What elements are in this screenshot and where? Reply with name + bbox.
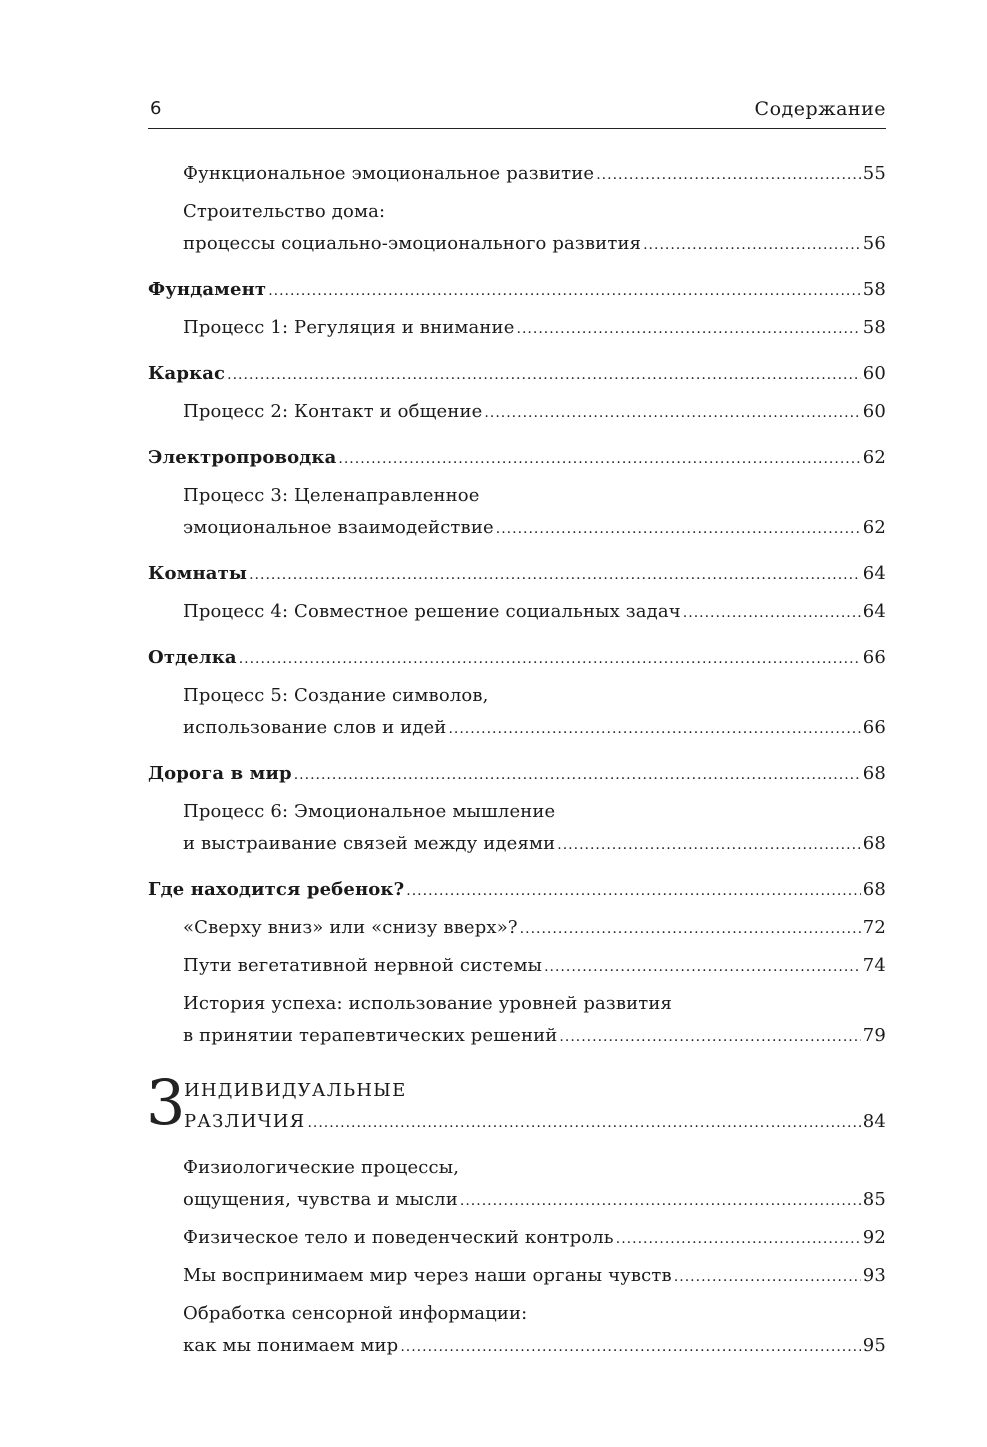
chapter-title-line2: РАЗЛИЧИЯ <box>184 1111 306 1132</box>
toc-section-heading[interactable] <box>148 758 886 790</box>
toc-entry[interactable] <box>148 196 886 260</box>
toc-page-number: 68 <box>862 833 886 854</box>
toc-page-number: 93 <box>862 1265 886 1286</box>
toc-page-number: 68 <box>862 763 886 784</box>
table-of-contents <box>148 158 886 1362</box>
toc-entry[interactable] <box>148 596 886 628</box>
dot-leader <box>544 951 861 983</box>
toc-entry-title: Физическое тело и поведенческий контроль <box>183 1227 614 1248</box>
toc-entry-title: процессы социально-эмоционального развития <box>183 233 642 254</box>
dot-leader <box>596 159 861 191</box>
dot-leader <box>616 1223 861 1255</box>
toc-entry[interactable] <box>148 912 886 944</box>
toc-section-heading[interactable] <box>148 558 886 590</box>
dot-leader <box>517 313 861 345</box>
toc-page-number: 66 <box>862 717 886 738</box>
dot-leader <box>683 597 861 629</box>
toc-entry-title: использование слов и идей <box>183 717 447 738</box>
toc-section-heading[interactable] <box>148 642 886 674</box>
toc-entry-title: История успеха: использование уровней развития <box>183 993 673 1014</box>
toc-entry-title: в принятии терапевтических решений <box>183 1025 558 1046</box>
dot-leader <box>557 829 861 861</box>
toc-entry[interactable] <box>148 988 886 1052</box>
toc-page-number: 64 <box>862 601 886 622</box>
toc-entry-title: как мы понимаем мир <box>183 1335 399 1356</box>
dot-leader <box>227 359 861 391</box>
toc-entry-title: Фундамент <box>148 279 267 300</box>
toc-page-number: 64 <box>862 563 886 584</box>
dot-leader <box>484 397 860 429</box>
toc-section-heading[interactable] <box>148 274 886 306</box>
chapter-number: 3 <box>146 1066 186 1139</box>
toc-entry-title: Процесс 6: Эмоциональное мышление <box>183 801 556 822</box>
toc-entry-title: эмоциональное взаимодействие <box>183 517 494 538</box>
toc-entry-title: Дорога в мир <box>148 763 292 784</box>
toc-page-number: 72 <box>862 917 886 938</box>
toc-entry[interactable] <box>148 950 886 982</box>
toc-page-number: 62 <box>862 447 886 468</box>
dot-leader <box>400 1331 860 1363</box>
toc-entry-title: Физиологические процессы, <box>183 1157 460 1178</box>
toc-section-heading[interactable] <box>148 874 886 906</box>
dot-leader <box>460 1185 861 1217</box>
toc-page-number: 62 <box>862 517 886 538</box>
toc-entry-title: Процесс 5: Создание символов, <box>183 685 489 706</box>
page-number: 6 <box>150 98 162 119</box>
dot-leader <box>643 229 861 261</box>
chapter-heading[interactable] <box>146 1066 886 1139</box>
toc-page-number: 95 <box>862 1335 886 1356</box>
toc-entry-title: Где находится ребенок? <box>148 879 405 900</box>
toc-page-number: 74 <box>862 955 886 976</box>
toc-page-number: 60 <box>862 401 886 422</box>
dot-leader <box>406 875 861 907</box>
toc-entry-title: Электропроводка <box>148 447 337 468</box>
dot-leader <box>307 1107 860 1139</box>
chapter-title-line1: ИНДИВИДУАЛЬНЫЕ <box>184 1080 407 1101</box>
toc-page-number: 58 <box>862 279 886 300</box>
page-header <box>148 94 886 129</box>
toc-entry[interactable] <box>148 480 886 544</box>
toc-entry-title: Процесс 4: Совместное решение социальных задач <box>183 601 681 622</box>
toc-entry-title: Отделка <box>148 647 237 668</box>
running-title: Содержание <box>754 98 886 120</box>
toc-entry-title: Пути вегетативной нервной системы <box>183 955 543 976</box>
toc-entry[interactable] <box>148 1260 886 1292</box>
toc-entry-title: Процесс 3: Целенаправленное <box>183 485 480 506</box>
toc-entry[interactable] <box>148 396 886 428</box>
toc-page-number: 60 <box>862 363 886 384</box>
dot-leader <box>559 1021 860 1053</box>
dot-leader <box>338 443 860 475</box>
toc-entry-title: Строительство дома: <box>183 201 386 222</box>
toc-entry[interactable] <box>148 312 886 344</box>
toc-page-number: 92 <box>862 1227 886 1248</box>
toc-page-number: 79 <box>862 1025 886 1046</box>
toc-entry-title: Процесс 1: Регуляция и внимание <box>183 317 515 338</box>
toc-entry-title: Мы воспринимаем мир через наши органы чувств <box>183 1265 672 1286</box>
toc-page-number: 58 <box>862 317 886 338</box>
toc-page-number: 66 <box>862 647 886 668</box>
toc-entry[interactable] <box>148 680 886 744</box>
toc-entry[interactable] <box>148 1152 886 1216</box>
toc-entry-title: Функциональное эмоциональное развитие <box>183 163 595 184</box>
dot-leader <box>520 913 861 945</box>
toc-entry-title: Процесс 2: Контакт и общение <box>183 401 483 422</box>
toc-page-number: 84 <box>862 1111 886 1132</box>
toc-entry-title: и выстраивание связей между идеями <box>183 833 556 854</box>
toc-page-number: 55 <box>862 163 886 184</box>
toc-section-heading[interactable] <box>148 358 886 390</box>
toc-entry-title: Обработка сенсорной информации: <box>183 1303 528 1324</box>
toc-entry[interactable] <box>148 158 886 190</box>
dot-leader <box>239 643 861 675</box>
toc-page-number: 68 <box>862 879 886 900</box>
dot-leader <box>294 759 861 791</box>
toc-entry-title: ощущения, чувства и мысли <box>183 1189 458 1210</box>
toc-page-number: 85 <box>862 1189 886 1210</box>
toc-entry[interactable] <box>148 796 886 860</box>
toc-section-heading[interactable] <box>148 442 886 474</box>
toc-entry[interactable] <box>148 1222 886 1254</box>
dot-leader <box>674 1261 861 1293</box>
dot-leader <box>249 559 861 591</box>
toc-entry-title: Каркас <box>148 363 226 384</box>
toc-entry[interactable] <box>148 1298 886 1362</box>
dot-leader <box>496 513 861 545</box>
toc-entry-title: Комнаты <box>148 563 248 584</box>
dot-leader <box>448 713 860 745</box>
toc-entry-title: «Сверху вниз» или «снизу вверх»? <box>183 917 518 938</box>
dot-leader <box>268 275 861 307</box>
toc-page-number: 56 <box>862 233 886 254</box>
